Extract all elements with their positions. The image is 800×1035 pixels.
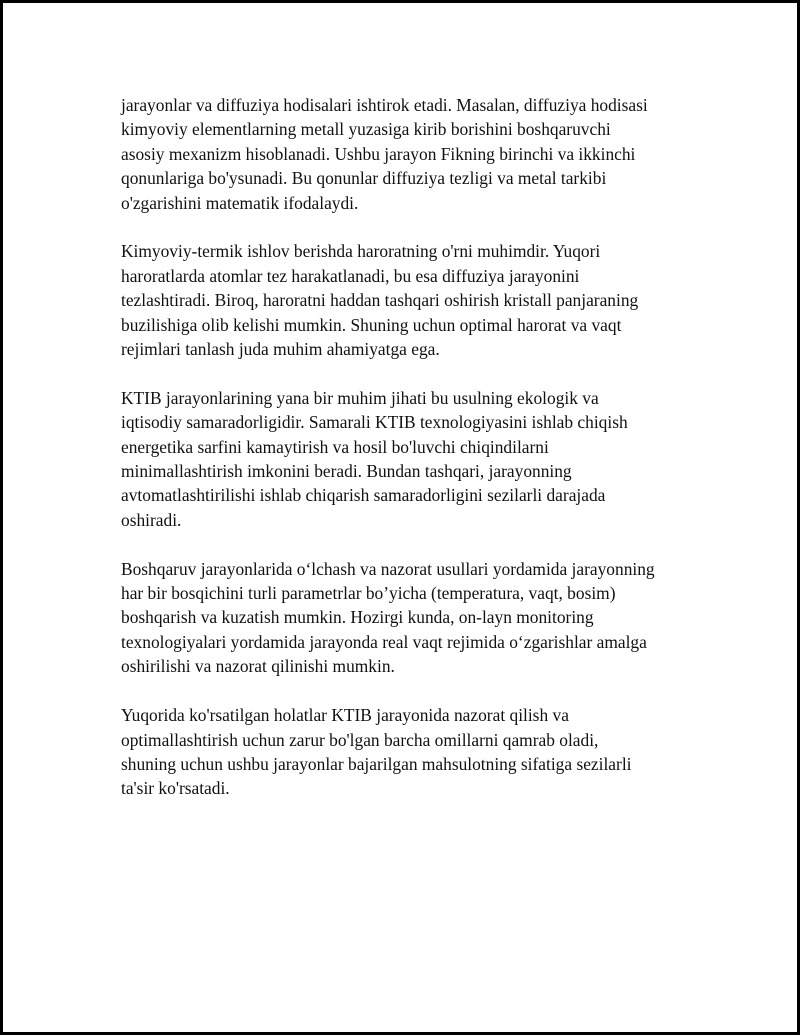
text-line: haroratlarda atomlar tez harakatlanadi, bu esa diffuziya jarayonini (121, 265, 580, 286)
text-line: o'zgarishini matematik ifodalaydi. (121, 192, 359, 213)
paragraph-2 (121, 239, 691, 361)
text-line: oshiradi. (121, 509, 182, 530)
text-line: KTIB jarayonlarining yana bir muhim jihati bu usulning ekologik va (121, 387, 599, 408)
text-line: buzilishiga olib kelishi mumkin. Shuning uchun optimal harorat va vaqt (121, 314, 622, 335)
paragraph-5 (121, 703, 691, 801)
text-line: har bir bosqichini turli parametrlar bo’yicha (temperatura, vaqt, bosim) (121, 583, 616, 604)
text-line: rejimlari tanlash juda muhim ahamiyatga ega. (121, 339, 440, 360)
text-line: tezlashtiradi. Biroq, haroratni haddan tashqari oshirish kristall panjaraning (121, 290, 639, 311)
text-line: texnologiyalari yordamida jarayonda real vaqt rejimida o‘zgarishlar amalga (121, 631, 647, 652)
text-line: avtomatlashtirilishi ishlab chiqarish samaradorligini sezilarli darajada (121, 485, 606, 506)
text-line: iqtisodiy samaradorligidir. Samarali KTIB texnologiyasini ishlab chiqish (121, 412, 628, 433)
text-line: Boshqaruv jarayonlarida o‘lchash va nazorat usullari yordamida jarayonning (121, 558, 655, 579)
text-line: shuning uchun ushbu jarayonlar bajarilgan mahsulotning sifatiga sezilarli (121, 753, 632, 774)
text-line: Yuqorida ko'rsatilgan holatlar KTIB jarayonida nazorat qilish va (121, 705, 569, 726)
paragraph-3 (121, 386, 691, 532)
text-line: asosiy mexanizm hisoblanadi. Ushbu jarayon Fikning birinchi va ikkinchi (121, 143, 636, 164)
text-line: minimallashtirish imkonini beradi. Bundan tashqari, jarayonning (121, 461, 572, 482)
paragraph-1 (121, 93, 691, 215)
text-line: boshqarish va kuzatish mumkin. Hozirgi kunda, on-layn monitoring (121, 607, 594, 628)
paragraph-4 (121, 557, 691, 679)
text-line: qonunlariga bo'ysunadi. Bu qonunlar diffuziya tezligi va metal tarkibi (121, 168, 607, 189)
text-line: energetika sarfini kamaytirish va hosil bo'luvchi chiqindilarni (121, 436, 549, 457)
text-line: Kimyoviy-termik ishlov berishda haroratning o'rni muhimdir. Yuqori (121, 241, 601, 262)
text-line: kimyoviy elementlarning metall yuzasiga kirib borishini boshqaruvchi (121, 119, 611, 140)
text-line: oshirilishi va nazorat qilinishi mumkin. (121, 656, 395, 677)
text-line: optimallashtirish uchun zarur bo'lgan barcha omillarni qamrab oladi, (121, 729, 599, 750)
text-line: jarayonlar va diffuziya hodisalari ishtirok etadi. Masalan, diffuziya hodisasi (121, 95, 648, 115)
text-line: ta'sir ko'rsatadi. (121, 778, 230, 799)
document-body (121, 93, 691, 825)
